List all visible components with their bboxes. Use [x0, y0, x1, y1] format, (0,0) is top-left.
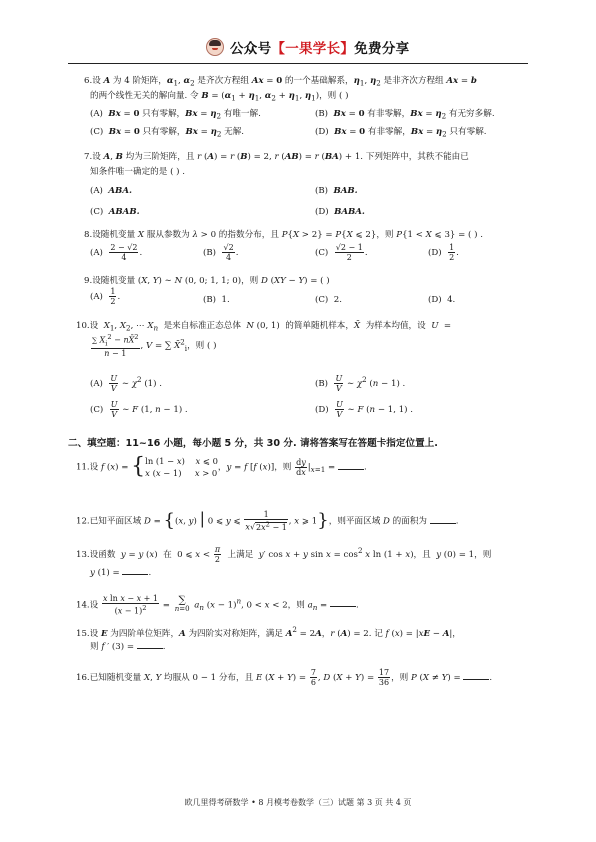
question-12: 12.已知平面区域 D = {(x, y) | 0 ⩽ y ⩽ $\frac{1}{x√2x^2 - 1}$ , x ⩾ 1}，则平面区域 D 的面积为 .: [76, 508, 459, 532]
page-header: [0, 30, 596, 64]
q6-option-a[interactable]: (A) Bx = 0 只有零解，$Bx = \eta_2$ 有唯一解.: [90, 109, 261, 121]
q11-answer-blank[interactable]: [338, 461, 364, 470]
q10-option-a[interactable]: (A) $\frac{U}{V}$ ∼ $\chi^2$ (1) .: [90, 374, 162, 393]
question-15-line2: 则 f ′ (3) = .: [90, 642, 166, 652]
avatar-icon: [206, 38, 224, 56]
question-10: 10.设 $X_1$, $X_2$, ⋯ $X_n$ 是来自标准正态总体 N (0, 1) 的简单随机样本，X̄ 为样本均值，设 U =: [76, 321, 452, 333]
question-7-line2: 知条件唯一确定的是 ( ) .: [90, 167, 185, 177]
q9-option-a[interactable]: (A) $\frac{1}{2}$ .: [90, 287, 121, 306]
page-footer: 欧几里得考研数学 • 8 月模考卷数学（三）试题 第 3 页 共 4 页: [184, 798, 412, 807]
header-title: 公众号【一果学长】免费分享: [230, 41, 410, 57]
q8-option-a[interactable]: (A) $\frac{2 - √2}{4}$ .: [90, 243, 143, 262]
q15-answer-blank[interactable]: [137, 640, 163, 649]
q10-option-b[interactable]: (B) $\frac{U}{V}$ ∼ $\chi^2$ (n − 1) .: [315, 374, 406, 393]
section-2-title: 二、填空题：11~16 小题，每小题 5 分，共 30 分. 请将答案写在答题卡指定位置上.: [68, 438, 438, 449]
question-16: 16.已知随机变量 X, Y 均服从 0 − 1 分布，且 E (X + Y) = $\frac{7}{6}$ , D (X + Y) = $\frac{17}{36}$ ，则 P (X ≠ Y) = .: [76, 668, 493, 687]
question-13-line2: y (1) = .: [90, 568, 152, 578]
question-6: 6.设 A 为 4 阶矩阵，$\alpha_1$, $\alpha_2$ 是齐次方程组 Ax = 0 的一个基础解系，$\eta_1$, $\eta_2$ 是非齐次方程组 Ax = b: [84, 76, 477, 88]
header-divider: [68, 63, 528, 64]
q8-option-c[interactable]: (C) $\frac{√2 - 1}{2}$ .: [315, 243, 368, 262]
question-15: 15.设 E 为四阶单位矩阵，A 为四阶实对称矩阵，满足 $A^2 = 2A$，r (A) = 2. 记 f (x) = |xE − A|，: [76, 625, 461, 639]
q8-option-d[interactable]: (D) $\frac{1}{2}$ .: [428, 243, 459, 262]
q13-answer-blank[interactable]: [122, 566, 148, 575]
q8-option-b[interactable]: (B) $\frac{√2}{4}$ .: [203, 243, 239, 262]
question-11: 11.设 f (x) = {ln (1 − x) x ⩽ 0 x (x − 1) x > 0，y = f [f (x)]，则 $\frac{dy}{dx}$ $|_{x=1}$ = .: [76, 454, 367, 479]
q12-answer-blank[interactable]: [430, 515, 456, 524]
q10-option-d[interactable]: (D) $\frac{U}{V}$ ∼ F (n − 1, 1) .: [315, 400, 413, 419]
q9-option-d[interactable]: (D) 4.: [428, 295, 456, 305]
question-14: 14.设 $\frac{\text{x ln x − x + 1}}{(x - 1)^2}$ = ∑ n=0 $a_n$ $(x - 1)^n$, 0 < x < 2，则 $a_n$ = .: [76, 594, 359, 616]
q7-option-a[interactable]: (A) ABA.: [90, 186, 132, 196]
question-13: 13.设函数 y = y (x) 在 0 ⩽ x < $\frac{\pi}{2}$ 上满足 y′ cos x + y $\sin x = \cos^2 x$ ln (1 + x)，且 y (0) = 1，则: [76, 545, 492, 564]
question-9: 9.设随机变量 (X, Y) ∼ N (0, 0; 1, 1; 0)，则 D (XY − Y) = ( ): [84, 276, 330, 286]
question-10-line2: $\frac{\sum X_i^2 - nX̄^2}{n - 1}$ , V = ∑ X̄$^2_i$，则 ( ): [92, 333, 217, 359]
q7-option-d[interactable]: (D) BABA.: [315, 207, 365, 217]
q9-option-b[interactable]: (B) 1.: [203, 295, 230, 305]
question-7: 7.设 A, B 均为三阶矩阵，且 r (A) = r (B) = 2, r (AB) = r (BA) + 1. 下列矩阵中，其秩不能由已: [84, 152, 469, 162]
q9-option-c[interactable]: (C) 2.: [315, 295, 342, 305]
q14-answer-blank[interactable]: [330, 598, 356, 607]
question-8: 8.设随机变量 X 服从参数为 λ > 0 的指数分布，且 P{X > 2} = P{X ⩽ 2}，则 P{1 < X ⩽ 3} = ( ) .: [84, 230, 483, 240]
q16-answer-blank[interactable]: [463, 671, 489, 680]
q6-option-c[interactable]: (C) Bx = 0 只有零解，$Bx = \eta_2$ 无解.: [90, 127, 245, 139]
q7-option-c[interactable]: (C) ABAB.: [90, 207, 140, 217]
q6-option-b[interactable]: (B) Bx = 0 有非零解，$Bx = \eta_2$ 有无穷多解.: [315, 109, 495, 121]
question-6-line2: 的两个线性无关的解向量. 令 $B = (\alpha_1 + \eta_1$, $\alpha_2 + \eta_1$, $\eta_1$)，则 ( ): [90, 91, 349, 103]
q7-option-b[interactable]: (B) BAB.: [315, 186, 358, 196]
q6-option-d[interactable]: (D) Bx = 0 有非零解，$Bx = \eta_2$ 只有零解.: [315, 127, 487, 139]
q10-option-c[interactable]: (C) $\frac{U}{V}$ ∼ F (1, n − 1) .: [90, 400, 188, 419]
